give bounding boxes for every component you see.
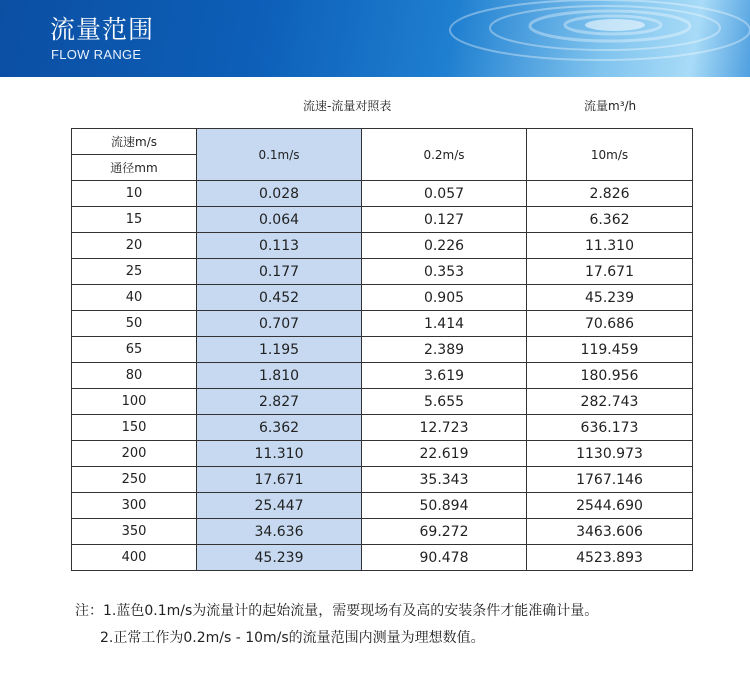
table-row (72, 467, 693, 493)
table-row (72, 181, 693, 207)
flow-value-cell: 17.671 (197, 467, 362, 493)
flow-value-cell: 180.956 (527, 363, 693, 389)
table-row (72, 441, 693, 467)
diameter-cell: 40 (72, 285, 197, 311)
flow-value-cell: 3.619 (362, 363, 527, 389)
flow-value-cell: 1.810 (197, 363, 362, 389)
flow-value-cell: 2.389 (362, 337, 527, 363)
flow-value-cell: 2544.690 (527, 493, 693, 519)
velocity-label: 流速m/s (72, 129, 197, 155)
flow-value-cell: 0.028 (197, 181, 362, 207)
flow-value-cell: 0.452 (197, 285, 362, 311)
note-line-2: 2.正常工作为0.2m/s - 10m/s的流量范围内测量为理想数值。 (100, 630, 485, 646)
flow-value-cell: 1130.973 (527, 441, 693, 467)
flow-value-cell: 11.310 (197, 441, 362, 467)
table-row (72, 207, 693, 233)
diameter-label: 通径mm (72, 155, 197, 181)
diameter-cell: 25 (72, 259, 197, 285)
diameter-cell: 250 (72, 467, 197, 493)
diameter-cell: 350 (72, 519, 197, 545)
flow-value-cell: 0.226 (362, 233, 527, 259)
flow-value-cell: 2.826 (527, 181, 693, 207)
table-row (72, 493, 693, 519)
page-title: 流量范围 (50, 15, 155, 44)
flow-value-cell: 0.353 (362, 259, 527, 285)
table-row (72, 233, 693, 259)
diameter-cell: 20 (72, 233, 197, 259)
unit-label: 流量m³/h (584, 99, 637, 113)
flow-value-cell: 0.707 (197, 311, 362, 337)
flow-value-cell: 45.239 (527, 285, 693, 311)
flow-value-cell: 0.127 (362, 207, 527, 233)
header-banner (0, 0, 750, 77)
diameter-cell: 100 (72, 389, 197, 415)
table-row (72, 311, 693, 337)
page-subtitle: FLOW RANGE (51, 47, 142, 62)
table-row (72, 415, 693, 441)
flow-value-cell: 50.894 (362, 493, 527, 519)
flow-value-cell: 2.827 (197, 389, 362, 415)
flow-value-cell: 11.310 (527, 233, 693, 259)
flow-value-cell: 34.636 (197, 519, 362, 545)
notes (75, 598, 598, 652)
table-row (72, 337, 693, 363)
column-header: 0.2m/s (362, 129, 527, 181)
table-row (72, 259, 693, 285)
flow-value-cell: 69.272 (362, 519, 527, 545)
table-row (72, 519, 693, 545)
flow-value-cell: 5.655 (362, 389, 527, 415)
table-row (72, 545, 693, 571)
flow-value-cell: 6.362 (197, 415, 362, 441)
flow-value-cell: 119.459 (527, 337, 693, 363)
flow-value-cell: 0.057 (362, 181, 527, 207)
diameter-cell: 150 (72, 415, 197, 441)
table-row (72, 363, 693, 389)
flow-value-cell: 0.064 (197, 207, 362, 233)
flow-value-cell: 0.113 (197, 233, 362, 259)
column-header: 0.1m/s (197, 129, 362, 181)
header-row (72, 129, 693, 155)
flow-value-cell: 282.743 (527, 389, 693, 415)
flow-value-cell: 90.478 (362, 545, 527, 571)
diameter-cell: 400 (72, 545, 197, 571)
diameter-cell: 300 (72, 493, 197, 519)
flow-value-cell: 1.195 (197, 337, 362, 363)
flow-value-cell: 4523.893 (527, 545, 693, 571)
diameter-cell: 65 (72, 337, 197, 363)
diameter-cell: 50 (72, 311, 197, 337)
flow-value-cell: 12.723 (362, 415, 527, 441)
flow-value-cell: 6.362 (527, 207, 693, 233)
note-line-1: 注：1.蓝色0.1m/s为流量计的起始流量，需要现场有及高的安装条件才能准确计量。 (75, 603, 599, 619)
flow-value-cell: 25.447 (197, 493, 362, 519)
swirl-graphic (430, 0, 750, 77)
flow-value-cell: 35.343 (362, 467, 527, 493)
flow-value-cell: 17.671 (527, 259, 693, 285)
flow-table (71, 128, 693, 571)
flow-value-cell: 3463.606 (527, 519, 693, 545)
flow-value-cell: 45.239 (197, 545, 362, 571)
diameter-cell: 200 (72, 441, 197, 467)
flow-value-cell: 636.173 (527, 415, 693, 441)
diameter-cell: 10 (72, 181, 197, 207)
flow-value-cell: 22.619 (362, 441, 527, 467)
table-row (72, 389, 693, 415)
table-title: 流速-流量对照表 (303, 99, 392, 113)
flow-value-cell: 0.905 (362, 285, 527, 311)
flow-value-cell: 0.177 (197, 259, 362, 285)
diameter-cell: 80 (72, 363, 197, 389)
flow-value-cell: 1767.146 (527, 467, 693, 493)
diameter-cell: 15 (72, 207, 197, 233)
flow-value-cell: 70.686 (527, 311, 693, 337)
column-header: 10m/s (527, 129, 693, 181)
flow-value-cell: 1.414 (362, 311, 527, 337)
table-row (72, 285, 693, 311)
